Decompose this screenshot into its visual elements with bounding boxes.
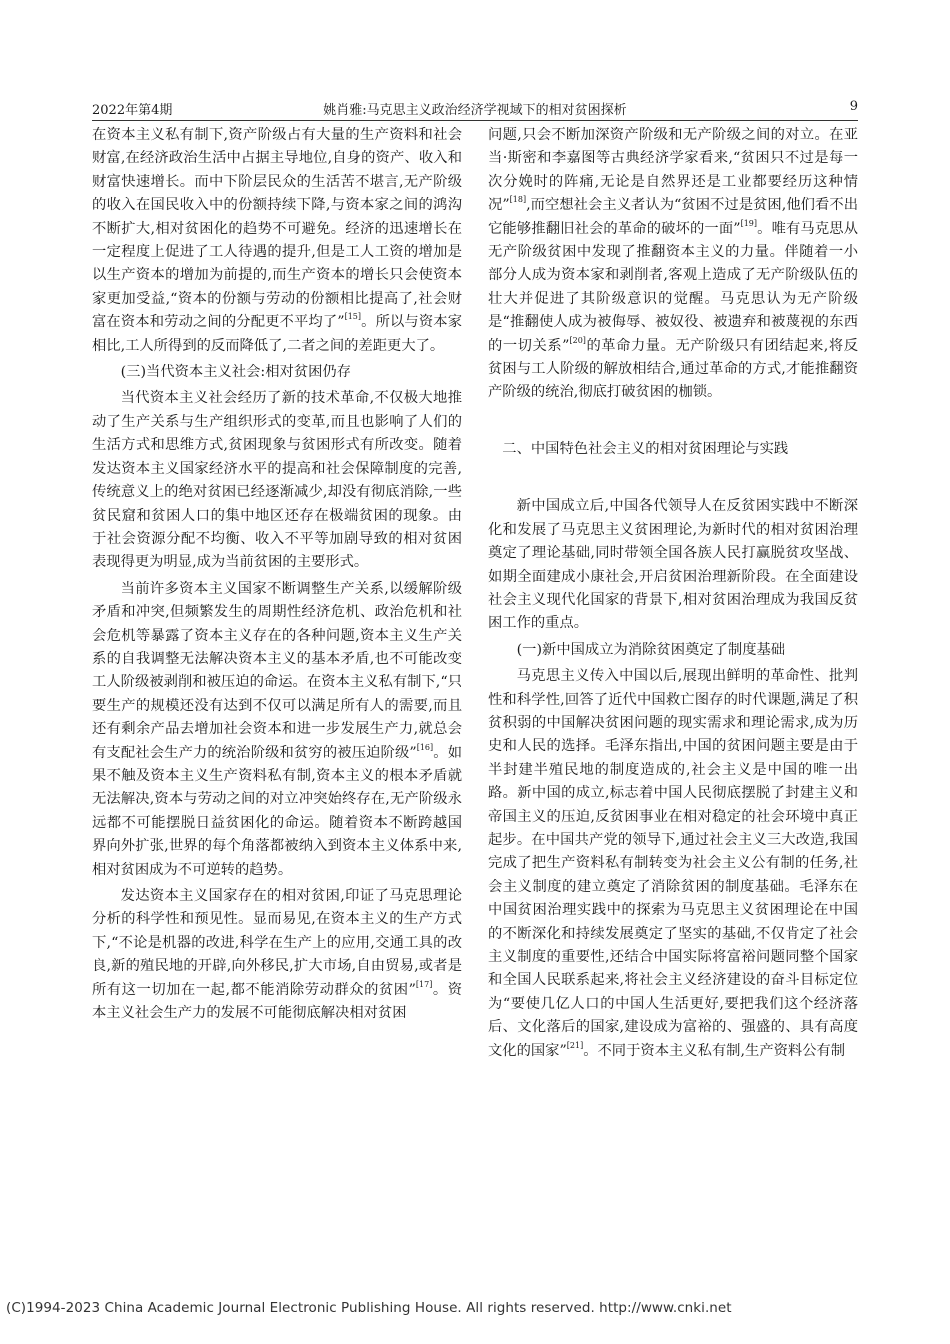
- citation[interactable]: [15]: [344, 312, 362, 322]
- subsection-heading: (一)新中国成立为消除贫困奠定了制度基础: [516, 641, 786, 658]
- citation[interactable]: [18]: [509, 195, 527, 205]
- citation[interactable]: [19]: [740, 218, 758, 228]
- paragraph: 在资本主义私有制下,资产阶级占有大量的生产资料和社会财富,在经济政治生活中占据主导地位,自身的资产、收入和财富快速增长。而中下阶层民众的生活苦不堪言,无产阶级的收入在国民收入中的份额持续下降,与资本家之间的鸿沟不断扩大,相对贫困化的趋势不可避免。经济的迅速增长在一定程度上促进了工人待遇的提升,但是工人工资的增加是以生产资本的增加为前提的,而生产资本的增长只会使资本家更加受益,“资本的份额与劳动的份额相比提高了,社会财富在资本和劳动之间的分配更不平均了”[15]。所以与资本家相比,工人所得到的反而降低了,二者之间的差距更大了。: [92, 127, 463, 354]
- section-heading: 二、中国特色社会主义的相对贫困理论与实践: [502, 440, 789, 457]
- right-column: [488, 124, 858, 1063]
- running-title: 姚肖雅:马克思主义政治经济学视域下的相对贫困探析: [323, 103, 627, 118]
- journal-issue: 2022年第4期: [92, 103, 173, 118]
- left-column: [92, 124, 462, 1025]
- paragraph: 发达资本主义国家存在的相对贫困,印证了马克思理论分析的科学性和预见性。显而易见,在资本主义的生产方式下,“不论是机器的改进,科学在生产上的应用,交通工具的改良,新的殖民地的开辟,向外移民,扩大市场,自由贸易,或者是所有这一切加在一起,都不能消除劳动群众的贫困”[17]。资本主义社会生产力的发展不可能彻底解决相对贫困: [92, 888, 462, 1022]
- citation[interactable]: [21]: [566, 1040, 584, 1050]
- paragraph: 问题,只会不断加深资产阶级和无产阶级之间的对立。在亚当·斯密和李嘉图等古典经济学家看来,“贫困只不过是每一次分娩时的阵痛,无论是自然界还是工业都要经历这种情况”[18],而空想社会主义者认为“贫困不过是贫困,他们看不出它能够推翻旧社会的革命的破坏的一面”[19]。唯有马克思从无产阶级贫困中发现了推翻资本主义的力量。伴随着一小部分人成为资本家和剥削者,客观上造成了无产阶级队伍的壮大并促进了其阶级意识的觉醒。马克思认为无产阶级是“推翻使人成为被侮辱、被奴役、被遗弃和被蔑视的东西的一切关系”[20]的革命力量。无产阶级只有团结起来,将反贫困与工人阶级的解放相结合,通过革命的方式,才能推翻资产阶级的统治,彻底打破贫困的枷锁。: [488, 127, 859, 401]
- citation[interactable]: [17]: [415, 979, 433, 989]
- running-header: [92, 99, 858, 121]
- paragraph: 马克思主义传入中国以后,展现出鲜明的革命性、批判性和科学性,回答了近代中国救亡图存的时代课题,满足了积贫积弱的中国解决贫困问题的现实需求和理论需求,成为历史和人民的选择。毛泽东指出,中国的贫困问题主要是由于半封建半殖民地的制度造成的,社会主义是中国的唯一出路。新中国的成立,标志着中国人民彻底摆脱了封建主义和帝国主义的压迫,反贫困事业在相对稳定的社会环境中真正起步。在中国共产党的领导下,通过社会主义三大改造,我国完成了把生产资料私有制转变为社会主义公有制的任务,社会主义制度的建立奠定了消除贫困的制度基础。毛泽东在中国贫困治理实践中的探索为马克思主义贫困理论在中国的不断深化和持续发展奠定了坚实的基础,不仅肯定了社会主义制度的重要性,还结合中国实际将富裕问题同整个国家和全国人民联系起来,将社会主义经济建设的奋斗目标定位为“要使几亿人口的中国人生活更好,要把我们这个经济落后、文化落后的国家,建设成为富裕的、强盛的、具有高度文化的国家”[21]。不同于资本主义私有制,生产资料公有制: [488, 668, 858, 1059]
- copyright-footer: (C)1994-2023 China Academic Journal Electronic Publishing House. All rights reserved. http://www.cnki.net: [6, 1300, 732, 1316]
- subsection-heading: (三)当代资本主义社会:相对贫困仍存: [120, 364, 352, 381]
- paragraph: 当前许多资本主义国家不断调整生产关系,以缓解阶级矛盾和冲突,但频繁发生的周期性经济危机、政治危机和社会危机等暴露了资本主义存在的各种问题,资本主义生产关系的自我调整无法解决资本主义的基本矛盾,也不可能改变工人阶级被剥削和被压迫的命运。在资本主义私有制下,“只要生产的规模还没有达到不仅可以满足所有人的需要,而且还有剩余产品去增加社会资本和进一步发展生产力,就总会有支配社会生产力的统治阶级和贫穷的被压迫阶级”[16]。如果不触及资本主义生产资料私有制,资本主义的根本矛盾就无法解决,资本与劳动之间的对立冲突始终存在,无产阶级永远都不可能摆脱日益贫困化的命运。随着资本不断跨越国界向外扩张,世界的每个角落都被纳入到资本主义体系中来,相对贫困成为不可逆转的趋势。: [92, 580, 462, 878]
- citation[interactable]: [20]: [569, 335, 586, 345]
- header-rule: [92, 120, 858, 121]
- citation[interactable]: [16]: [416, 742, 434, 752]
- paragraph: 新中国成立后,中国各代领导人在反贫困实践中不断深化和发展了马克思主义贫困理论,为新时代的相对贫困治理奠定了理论基础,同时带领全国各族人民打赢脱贫攻坚战、如期全面建成小康社会,开启贫困治理新阶段。在全面建设社会主义现代化国家的背景下,相对贫困治理成为我国反贫困工作的重点。: [488, 498, 858, 632]
- page-number: 9: [849, 99, 858, 114]
- paragraph: 当代资本主义社会经历了新的技术革命,不仅极大地推动了生产关系与生产组织形式的变革,而且也影响了人们的生活方式和思维方式,贫困现象与贫困形式有所改变。随着发达资本主义国家经济水平的提高和社会保障制度的完善,传统意义上的绝对贫困已经逐渐减少,却没有彻底消除,一些贫民窟和贫困人口的集中地区还存在极端贫困的现象。由于社会资源分配不均衡、收入不平等加剧导致的相对贫困表现得更为明显,成为当前贫困的主要形式。: [92, 390, 462, 571]
